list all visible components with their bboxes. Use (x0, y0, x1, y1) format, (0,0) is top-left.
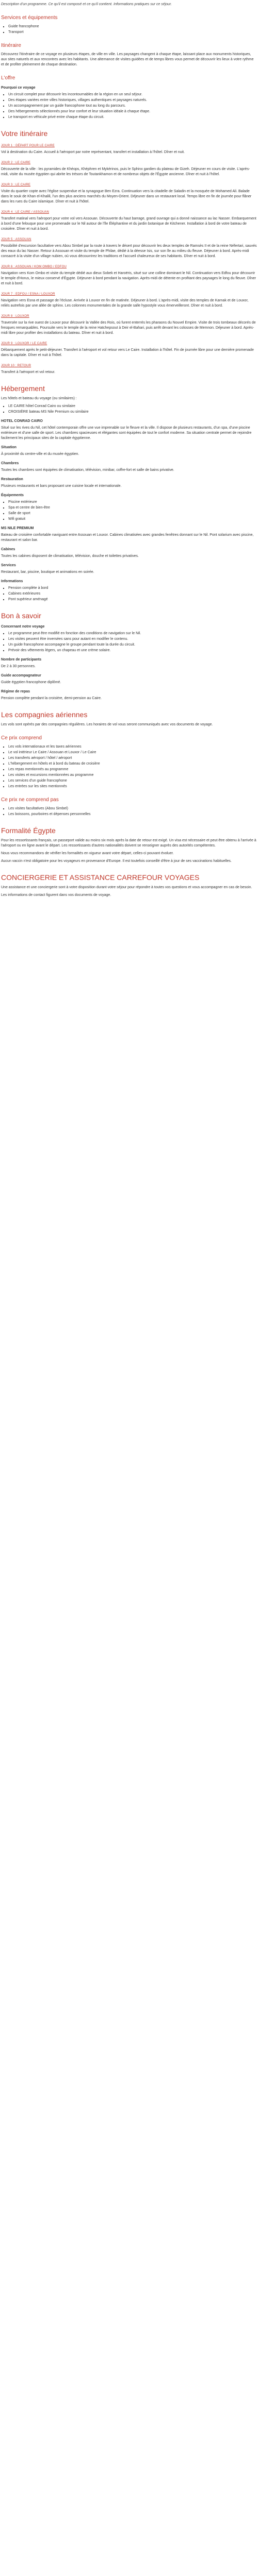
day-text: Traversée sur la rive ouest de Louxor pour découvrir la Vallée des Rois, où furent enterrés les pharaons du Nouvel Empire. Visite de trois tombeaux décorés de fresques remarquables. Poursuite vers le temple de la reine Hatchepsout à Deir el-Bahari, puis arrêt devant les colosses de Memnon. Déjeuner à bord. Après-midi libre pour profiter des installations du bateau. Dîner et nuit à bord. (1, 321, 256, 335)
day-title: JOUR 3 : LE CAIRE (1, 183, 31, 187)
day-title: JOUR 10 : RETOUR (1, 364, 31, 367)
hotel-equipment-item: ▪ Spa et centre de bien-être (8, 505, 257, 511)
day-title: JOUR 9 : LOUXOR / LE CAIRE (1, 342, 47, 345)
hotel-section-label: Chambres (1, 462, 19, 465)
good-to-know-subtitle: Concernant notre voyage (1, 625, 45, 629)
good-to-know-item: ▪ Prévoir des vêtements légers, un chapeau et une crème solaire. (8, 648, 257, 653)
itinerary-text: Découvrez l'itinéraire de ce voyage en plusieurs étapes, de ville en ville. Les paysages changent à chaque étape, laissant place aux monuments historiques, aux sites naturels et aux rencontres avec les habitants. Une alternance de visites guidées et de temps libres vous permet de découvrir les lieux à votre rythme et de profiter pleinement de chaque destination. (1, 53, 254, 66)
price-excludes-item: ▪ Les boissons, pourboires et dépenses personnelles (8, 812, 257, 817)
day-title: JOUR 7 : EDFOU / ESNA / LOUXOR (1, 293, 55, 296)
day-title: JOUR 8 : LOUXOR (1, 315, 29, 318)
lodging-item: ▪ CROISIÈRE bateau MS Nile Premium ou similaire (8, 410, 257, 415)
insurance-text: Les informations de contact figurent dans vos documents de voyage. (1, 893, 111, 897)
day-text: Vol à destination du Caire. Accueil à l'aéroport par notre représentant, transfert et installation à l'hôtel. Dîner et nuit. (1, 150, 185, 154)
price-includes-item: ▪ Les repas mentionnés au programme (8, 767, 257, 772)
hotel-section-text: Toutes les cabines disposent de climatisation, télévision, douche et toilettes privatives. (1, 554, 139, 558)
price-includes-item: ▪ Les services d'un guide francophone (8, 778, 257, 784)
offer-title: L'offre (1, 75, 15, 81)
days-title: Votre itinéraire (1, 129, 48, 138)
participants-text: De 2 à 30 personnes. (1, 665, 36, 668)
day-block (1, 143, 257, 155)
price-excludes-title: Ce prix ne comprend pas (1, 797, 59, 803)
day-title: JOUR 2 : LE CAIRE (1, 161, 31, 164)
formalities-text: Pour les ressortissants français, un passeport valide au moins six mois après la date de retour est exigé. Un visa est nécessaire et peut être obtenu à l'arrivée à l'aéroport ou en ligne avant le départ. Les ressortissants d'autres nationalités doivent se renseigner auprès des autorités compétentes. (1, 839, 256, 848)
content (0, 0, 258, 898)
day-block (1, 292, 257, 309)
hotel-name: HOTEL CONRAD CAIRO (1, 419, 43, 423)
price-includes-item: ▪ Les entrées sur les sites mentionnés (8, 784, 257, 789)
good-to-know-item: ▪ Le programme peut être modifié en fonction des conditions de navigation sur le Nil. (8, 631, 257, 636)
good-to-know-item: ▪ Un guide francophone accompagne le groupe pendant toute la durée du circuit. (8, 642, 257, 648)
price-includes-title: Ce prix comprend (1, 735, 42, 741)
hotel-equipment-item: ▪ Wifi gratuit (8, 517, 257, 522)
day-title: JOUR 6 : ASSOUAN / KOM OMBO / EDFOU (1, 265, 67, 268)
intro-text: Description d'un programme. Ce qu'il est composé et ce qu'il contient. Informations pratiques sur ce séjour. (1, 3, 172, 6)
day-block (1, 314, 257, 336)
hotel-equipment-item: ▪ Cabines extérieures (8, 591, 257, 597)
participants-label: Nombre de participants (1, 658, 42, 662)
hotel-desc: Situé sur les rives du Nil, cet hôtel contemporain offre une vue imprenable sur le fleuve et la ville. Il dispose de plusieurs restaurants, d'un spa, d'une piscine extérieure et d'une salle de sport. Les chambres spacieuses et élégantes sont équipées de tout le confort moderne. Sa situation centrale permet de rejoindre facilement les principaux sites de la capitale égyptienne. (1, 426, 252, 440)
day-block (1, 182, 257, 205)
hotel-equipment-list (1, 500, 257, 522)
hotel-equipment-item: ▪ Pension complète à bord (8, 586, 257, 591)
hotel-name: MS NILE PREMIUM (1, 527, 34, 530)
services-title: Services et équipements (1, 15, 58, 21)
day-title: JOUR 1 : DÉPART POUR LE CAIRE (1, 144, 55, 147)
guide-label: Guide accompagnateur (1, 674, 41, 677)
day-title: JOUR 5 : ASSOUAN (1, 238, 31, 241)
day-block (1, 210, 257, 232)
day-block (1, 341, 257, 358)
price-includes-item: ▪ Le vol intérieur Le Caire / Assouan et Louxor / Le Caire (8, 750, 257, 755)
services-list (1, 24, 257, 35)
good-to-know-title: Bon à savoir (1, 612, 41, 620)
insurance-title: CONCIERGERIE ET ASSISTANCE CARREFOUR VOYAGES (1, 873, 200, 882)
day-text: Découverte de la ville : les pyramides de Khéops, Khéphren et Mykérinos, puis le Sphinx gardien du plateau de Gizeh. Déjeuner en cours de visite. L'après-midi, visite du musée égyptien qui abrite les trésors de Toutankhamon et de nombreux objets de l'Égypte ancienne. Dîner et nuit à l'hôtel. (1, 167, 250, 176)
offer-item: ▪ Des étapes variées entre villes historiques, villages authentiques et paysages naturels. (8, 98, 257, 103)
price-includes-item: ▪ Les vols internationaux et les taxes aériennes (8, 744, 257, 750)
price-excludes-list (1, 806, 257, 817)
day-text: Débarquement après le petit-déjeuner. Transfert à l'aéroport et vol retour vers Le Caire. Installation à l'hôtel. Fin de journée libre pour une dernière promenade dans la capitale. Dîner et nuit à l'hôtel. (1, 348, 254, 357)
hotel-equipment-item: ▪ Pont supérieur aménagé (8, 597, 257, 602)
hotel-equipment-title: Informations (1, 580, 23, 583)
offer-item: ▪ Un circuit complet pour découvrir les incontournables de la région en un seul séjour. (8, 92, 257, 97)
lodging-intro: Les hôtels et bateau du voyage (ou similaires) : (1, 397, 77, 400)
meals-text: Pension complète pendant la croisière, demi-pension au Caire. (1, 697, 102, 700)
price-includes-list (1, 744, 257, 789)
offer-list (1, 92, 257, 120)
guide-text: Guide égyptien francophone diplômé. (1, 681, 61, 684)
hotel-section-label: Situation (1, 446, 17, 449)
good-to-know-item: ▪ Les visites peuvent être inversées sans pour autant en modifier le contenu. (8, 637, 257, 642)
day-block (1, 160, 257, 177)
day-text: Navigation vers Esna et passage de l'écluse. Arrivée à Louxor en fin de matinée. Déjeuner à bord. L'après-midi, visite des temples de Karnak et de Louxor, reliés autrefois par une allée de sphinx. Les colonnes monumentales de la grande salle hypostyle vous émerveilleront. Dîner et nuit à bord. (1, 299, 249, 308)
lodging-list (1, 404, 257, 415)
hotel-equipment-title: Équipements (1, 494, 24, 497)
hotel-equipment-list (1, 586, 257, 602)
price-includes-item: ▪ Les visites et excursions mentionnées au programme (8, 773, 257, 778)
day-block (1, 237, 257, 259)
formalities-text: Nous vous recommandons de vérifier les formalités en vigueur avant votre départ, celles-ci pouvant évoluer. (1, 852, 174, 855)
formalities-text: Aucun vaccin n'est obligatoire pour les voyageurs en provenance d'Europe. Il est toutefois conseillé d'être à jour de ses vaccinations habituelles. (1, 859, 232, 863)
day-block (1, 363, 257, 375)
offer-item: ▪ Des hébergements sélectionnés pour leur confort et leur situation idéale à chaque étape. (8, 109, 257, 114)
day-text: Possibilité d'excursion facultative vers Abou Simbel par la route à travers le désert pour découvrir les deux temples de Ramsès II et de la reine Néfertari, sauvés des eaux du lac Nasser. Retour à Assouan et visite du temple de Philae, dédié à la déesse Isis, sur son île au milieu du fleuve. Déjeuner à bord. Après-midi consacré à la visite d'un village nubien, où vous découvrirez les traditions et l'accueil chaleureux de ses habitants. Dîner et nuit à bord. (1, 244, 257, 258)
hotel-section-text: Restaurant, bar, piscine, boutique et animations en soirée. (1, 570, 94, 574)
hotel-section-text: À proximité du centre-ville et du musée égyptien. (1, 452, 79, 456)
meals-label: Régime de repas (1, 690, 30, 693)
hotel-section-label: Cabines (1, 548, 15, 551)
hotel-section-text: Toutes les chambres sont équipées de climatisation, télévision, minibar, coffre-fort et salle de bains privative. (1, 468, 174, 472)
offer-item: ▪ Le transport en véhicule privé entre chaque étape du circuit. (8, 115, 257, 120)
hotel-section-text: Plusieurs restaurants et bars proposant une cuisine locale et internationale. (1, 484, 122, 488)
hotel-equipment-item: ▪ Salle de sport (8, 511, 257, 516)
itinerary-title: Itinéraire (1, 43, 21, 48)
companions-text: Les vols sont opérés par des compagnies régulières. Les horaires de vol vous seront communiqués avec vos documents de voyage. (1, 723, 213, 726)
hotel-section-label: Restauration (1, 478, 23, 481)
hotel-block (1, 526, 257, 602)
lodging-item: ▪ LE CAIRE hôtel Conrad Cairo ou similaire (8, 404, 257, 409)
day-text: Visite du quartier copte avec l'église suspendue et la synagogue Ben Ezra. Continuation vers la citadelle de Saladin et la mosquée de Mohamed Ali. Balade dans le souk de Khan el-Khalili, l'un des plus anciens marchés du Moyen-Orient. Déjeuner dans un restaurant local. Temps libre en fin de journée pour flâner dans les rues du Caire islamique. Dîner et nuit à l'hôtel. (1, 190, 252, 204)
services-item: ▪ Guide francophone (8, 24, 257, 29)
companions-title: Les compagnies aériennes (1, 710, 88, 719)
day-block (1, 264, 257, 286)
formalities-title: Formalité Égypte (1, 826, 56, 835)
good-to-know-list (1, 631, 257, 653)
day-title: JOUR 4 : LE CAIRE / ASSOUAN (1, 211, 50, 214)
price-includes-item: ▪ Les transferts aéroport / hôtel / aéroport (8, 756, 257, 761)
lodging-title: Hébergement (1, 384, 45, 393)
hotel-desc: Bateau de croisière confortable naviguant entre Assouan et Louxor. Cabines climatisées avec grandes fenêtres donnant sur le Nil. Pont solarium avec piscine, restaurant et salon bar. (1, 533, 254, 542)
hotel-equipment-item: ▪ Piscine extérieure (8, 500, 257, 505)
day-text: Navigation vers Kom Ombo et visite du temple dédié aux dieux Sobek et Haroëris, situé sur une colline dominant le Nil. Continuation vers Edfou pour découvrir le temple d'Horus, le mieux conservé d'Égypte. Déjeuner à bord pendant la navigation. Après-midi de détente en profitant des paysages le long du fleuve. Dîner et nuit à bord. (1, 272, 256, 285)
offer-item: ▪ Un accompagnement par un guide francophone tout au long du parcours. (8, 104, 257, 109)
insurance-text: Une assistance et une conciergerie sont à votre disposition durant votre séjour pour répondre à toutes vos questions et vous accompagner en cas de besoin. (1, 886, 252, 889)
price-excludes-item: ▪ Les visites facultatives (Abou Simbel) (8, 806, 257, 811)
hotel-section-label: Services (1, 564, 16, 567)
offer-subtitle: Pourquoi ce voyage (1, 86, 36, 90)
day-text: Transfert matinal vers l'aéroport pour votre vol vers Assouan. Découverte du haut barrage, grand ouvrage qui a donné naissance au lac Nasser. Embarquement à bord d'une felouque pour une promenade sur le Nil autour de l'île Éléphantine et du jardin botanique de Kitchener. Installation à bord de votre bateau de croisière. Dîner et nuit à bord. (1, 217, 256, 231)
hotel-block (1, 419, 257, 522)
day-text: Transfert à l'aéroport et vol retour. (1, 370, 55, 374)
price-includes-item: ▪ L'hébergement en hôtels et à bord du bateau de croisière (8, 761, 257, 767)
services-item: ▪ Transport (8, 30, 257, 35)
